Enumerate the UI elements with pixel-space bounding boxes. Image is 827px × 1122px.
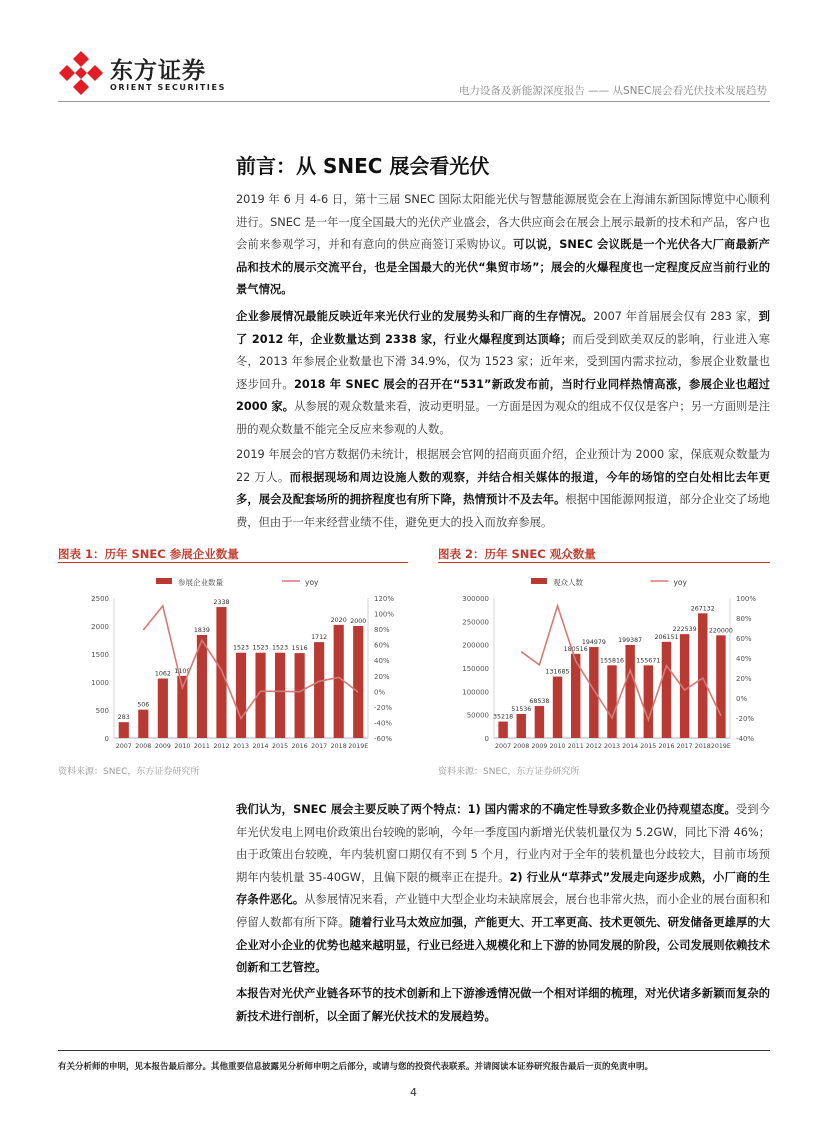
figure1-chart	[58, 572, 408, 758]
bar-value-label: 2020	[330, 616, 347, 624]
yoy-line	[143, 606, 358, 719]
bar-value-label: 1839	[193, 627, 210, 635]
para2-run: 2018 年 SNEC 展会的召开在“531”新政发布前，当时行业同样热情高涨，参展企业也超过 2000 家。	[236, 377, 770, 414]
y2-tick-label: -20%	[736, 715, 755, 723]
logo-text-cn: 东方证券	[110, 58, 206, 84]
x-tick-label: 2010	[549, 743, 566, 750]
bar-value-label: 199387	[618, 636, 643, 644]
x-tick-label: 2010	[174, 743, 191, 750]
legend-line-label: yoy	[305, 578, 319, 587]
para4-run: 受到今年光伏发电上网电价政策出台较晚的影响，今年一季度国内新增光伏装机量仅为 5.2GW，同比下滑 46%；由于政策出台较晚，年内装机窗口期仅有不到 5 个月，行业内对于全年的装机量也分歧较大，目前市场预期年内装机量 35-40GW，且偏下限的概率正在提升。	[236, 803, 770, 884]
bar-value-label: 506	[137, 701, 150, 709]
y2-tick-label: 0%	[736, 695, 748, 703]
x-tick-label: 2016	[291, 743, 308, 750]
header-divider	[58, 101, 770, 102]
figure1-title-rule	[58, 562, 408, 563]
para3-run: 而根据现场和周边设施人数的观察，并结合相关媒体的报道，今年的场馆的空白处相比去年更多，展会及配套场所的拥挤程度也有所下降，热情预计不及去年。	[236, 470, 771, 507]
y-tick-label: 2500	[91, 595, 109, 603]
para2-run: 而后受到欧美双反的影响，行业进入寒冬，2013 年参展企业数量也下滑 34.9%，仅为 1523 家；近年来，受到国内需求拉动，参展企业数量也逐步回升。	[236, 332, 770, 391]
y2-tick-label: 40%	[736, 655, 752, 663]
orient-logo-icon	[58, 50, 104, 96]
bar-2017	[314, 642, 324, 738]
bar-2015	[644, 665, 653, 738]
bar-value-label: 68538	[529, 698, 550, 706]
y2-tick-label: -20%	[374, 703, 393, 712]
bar-value-label: 155816	[599, 657, 625, 665]
para2-run: 从参展的观众数量来看，波动更明显。一方面是因为观众的组成不仅仅是客户；另一方面则是注册的观众数量不能完全反应来参观的人数。	[236, 400, 770, 436]
y2-tick-label: -60%	[374, 735, 393, 743]
x-tick-label: 2016	[658, 743, 675, 750]
para4-run: 随着行业马太效应加强，产能更大、开工率更高、技术更领先、研发储备更雄厚的大企业对小企业的优势也越来越明显，行业已经进入规模化和上下游的协同发展的阶段，公司发展则依赖技术创新和工艺管控。	[236, 915, 770, 975]
bar-2012	[589, 647, 598, 738]
legend-bar-label: 观众人数	[552, 578, 583, 587]
x-tick-label: 2014	[252, 743, 269, 750]
x-tick-label: 2009	[154, 743, 171, 750]
legend-bar-label: 参展企业数量	[178, 578, 223, 587]
para5-run: 本报告对光伏产业链各环节的技术创新和上下游渗透情况做一个相对详细的梳理，对光伏诸多新颖而复杂的新技术进行剖析，以全面了解光伏技术的发展趋势。	[236, 987, 770, 1023]
bar-value-label: 1712	[311, 634, 328, 642]
x-tick-label: 2018	[694, 743, 711, 750]
y-tick-label: 250000	[462, 618, 489, 627]
x-tick-label: 2017	[311, 743, 328, 750]
para2-run: 到了 2012 年，企业数量达到 2338 家，行业火爆程度到达顶峰；	[236, 310, 770, 346]
y2-tick-label: 80%	[736, 615, 752, 623]
figure2-chart	[438, 572, 770, 758]
x-tick-label: 2007	[495, 743, 512, 750]
bar-value-label: 180516	[563, 645, 588, 653]
bar-value-label: 1062	[154, 670, 171, 678]
bar-value-label: 222539	[672, 626, 697, 634]
para2-run: 企业参展情况最能反映近年来光伏行业的发展势头和厂商的生存情况。	[236, 310, 594, 323]
para2-run: 2007 年首届展会仅有 283 家，	[593, 310, 759, 323]
bar-2019E	[716, 635, 725, 738]
y2-tick-label: 100%	[736, 595, 757, 603]
legend-bar-swatch	[156, 578, 172, 584]
x-tick-label: 2012	[213, 743, 230, 750]
x-tick-label: 2017	[676, 743, 693, 750]
bar-value-label: 1516	[291, 645, 308, 653]
bar-value-label: 220000	[708, 627, 733, 635]
para3-run: 根据中国能源网报道，部分企业交了场地费，但由于一年来经营业绩不佳，避免更大的投入而放弃参展。	[236, 493, 770, 529]
x-tick-label: 2014	[622, 743, 639, 750]
x-tick-label: 2009	[531, 743, 548, 750]
x-tick-label: 2011	[567, 743, 584, 750]
y2-tick-label: 60%	[374, 641, 390, 650]
bar-2013	[236, 653, 246, 738]
x-tick-label: 2019E	[348, 743, 369, 750]
y2-tick-label: -40%	[736, 735, 755, 743]
figure1-source: 资料来源：SNEC，东方证券研究所	[58, 767, 200, 777]
para1-run: 2019 年 6 月 4-6 日，第十三届 SNEC 国际太阳能光伏与智慧能源展览会在上海浦东新国际博览中心顺利进行。SNEC 是一年一度全国最大的光伏产业盛会，各大供应商会在展会上展示最新的技术和产品，客户也会前来参观学习，并和有意向的供应商签订采购协议。	[236, 193, 770, 252]
x-tick-label: 2007	[115, 743, 132, 750]
bar-2016	[662, 642, 671, 738]
paragraph-intro	[236, 189, 770, 302]
paragraph-two-features	[236, 799, 770, 980]
bar-value-label: 51536	[511, 705, 532, 713]
y-tick-label: 1500	[91, 651, 109, 659]
para3-run: 2019 年展会的官方数据仍未统计，根据展会官网的招商页面介绍，企业预计为 2000 家，保底观众数量为 22 万人。	[236, 448, 770, 484]
bar-value-label: 155671	[636, 657, 661, 665]
bar-2007	[498, 722, 507, 738]
x-tick-label: 2019E	[710, 743, 731, 750]
section-title: 前言：从 SNEC 展会看光伏	[236, 154, 490, 178]
legend-line-label: yoy	[673, 578, 687, 587]
bar-value-label: 283	[117, 714, 130, 722]
para4-run: 从参展情况来看，产业链中大型企业均未缺席展会，展台也非常火热，而小企业的展台面积和停留人数都有所下降。	[236, 893, 770, 929]
logo-text-en: ORIENT SECURITIES	[110, 83, 226, 92]
bar-2008	[517, 714, 526, 738]
y2-tick-label: 40%	[374, 657, 390, 666]
y2-tick-label: 80%	[374, 626, 390, 635]
y-tick-label: 150000	[462, 665, 489, 673]
y2-tick-label: 20%	[736, 675, 752, 683]
bar-2018	[698, 613, 707, 738]
bar-value-label: 1523	[252, 644, 269, 652]
x-tick-label: 2015	[640, 743, 657, 750]
bar-2009	[158, 679, 168, 738]
x-tick-label: 2008	[135, 743, 152, 750]
bar-2010	[553, 677, 562, 738]
x-tick-label: 2013	[603, 743, 621, 750]
y2-tick-label: 100%	[374, 610, 395, 619]
y2-tick-label: 120%	[374, 595, 395, 603]
footer-divider	[58, 1050, 770, 1051]
y-tick-label: 300000	[462, 595, 489, 603]
bar-value-label: 1109	[174, 667, 191, 675]
x-tick-label: 2008	[513, 743, 530, 750]
y2-tick-label: 20%	[374, 672, 390, 681]
bar-2014	[625, 645, 634, 738]
bar-2007	[119, 722, 129, 738]
para4-run: 我们认为，SNEC 展会主要反映了两个特点：1) 国内需求的不确定性导致多数企业仍持观望态度。	[236, 803, 736, 816]
para4-run: 2) 行业从“草莽式”发展走向逐步成熟，小厂商的生存条件恶化。	[236, 870, 771, 907]
bar-value-label: 1523	[232, 644, 250, 652]
x-tick-label: 2018	[330, 743, 347, 750]
bar-value-label: 194979	[581, 639, 606, 647]
y-tick-label: 50000	[466, 711, 489, 720]
y2-tick-label: 0%	[374, 688, 386, 697]
bar-2009	[535, 706, 544, 738]
bar-2019E	[353, 626, 363, 738]
x-tick-label: 2012	[585, 743, 602, 750]
paragraph-2019-expo	[236, 444, 770, 534]
y-tick-label: 2000	[91, 623, 109, 631]
bar-value-label: 267132	[690, 605, 715, 613]
figure2-title-rule	[438, 562, 770, 563]
figure2-title: 图表 2：历年 SNEC 观众数量	[438, 547, 596, 561]
figure1-title: 图表 1：历年 SNEC 参展企业数量	[58, 547, 239, 561]
y-tick-label: 1000	[91, 679, 109, 687]
bar-value-label: 131685	[545, 668, 570, 676]
legend-bar-swatch	[531, 578, 547, 584]
y-tick-label: 0	[484, 735, 489, 743]
bar-2013	[607, 665, 616, 738]
y-tick-label: 500	[95, 707, 109, 715]
paragraph-exhibitors	[236, 306, 770, 442]
bar-value-label: 2338	[213, 599, 230, 607]
bar-2015	[275, 653, 285, 738]
y2-tick-label: 60%	[736, 635, 752, 643]
x-tick-label: 2013	[232, 743, 250, 750]
bar-2008	[138, 710, 148, 738]
figure2-source: 资料来源：SNEC，东方证券研究所	[438, 767, 580, 777]
bar-2018	[334, 625, 344, 738]
y-tick-label: 100000	[462, 688, 489, 697]
x-tick-label: 2015	[272, 743, 289, 750]
bar-2016	[295, 653, 305, 738]
y-tick-label: 0	[104, 735, 109, 743]
y-tick-label: 200000	[462, 641, 489, 650]
report-title-line: 电力设备及新能源深度报告 —— 从SNEC展会看光伏技术发展趋势	[458, 85, 767, 97]
bar-value-label: 1523	[272, 644, 289, 652]
page-number: 4	[410, 1086, 417, 1099]
paragraph-report-scope	[236, 983, 770, 1028]
bar-value-label: 206151	[654, 633, 679, 641]
x-tick-label: 2011	[193, 743, 210, 750]
footer-disclaimer: 有关分析师的申明，见本报告最后部分。其他重要信息披露见分析师申明之后部分，或请与您的投资代表联系。并请阅读本证券研究报告最后一页的免责申明。	[58, 1062, 654, 1072]
bar-value-label: 35218	[493, 713, 514, 721]
bar-value-label: 2000	[350, 618, 367, 625]
y2-tick-label: -40%	[374, 719, 393, 728]
para1-run: 可以说，SNEC 会议既是一个光伏各大厂商最新产品和技术的展示交流平台，也是全国最大的光伏“集贸市场”；展会的火爆程度也一定程度反应当前行业的景气情况。	[236, 238, 770, 297]
bar-2012	[216, 607, 226, 738]
